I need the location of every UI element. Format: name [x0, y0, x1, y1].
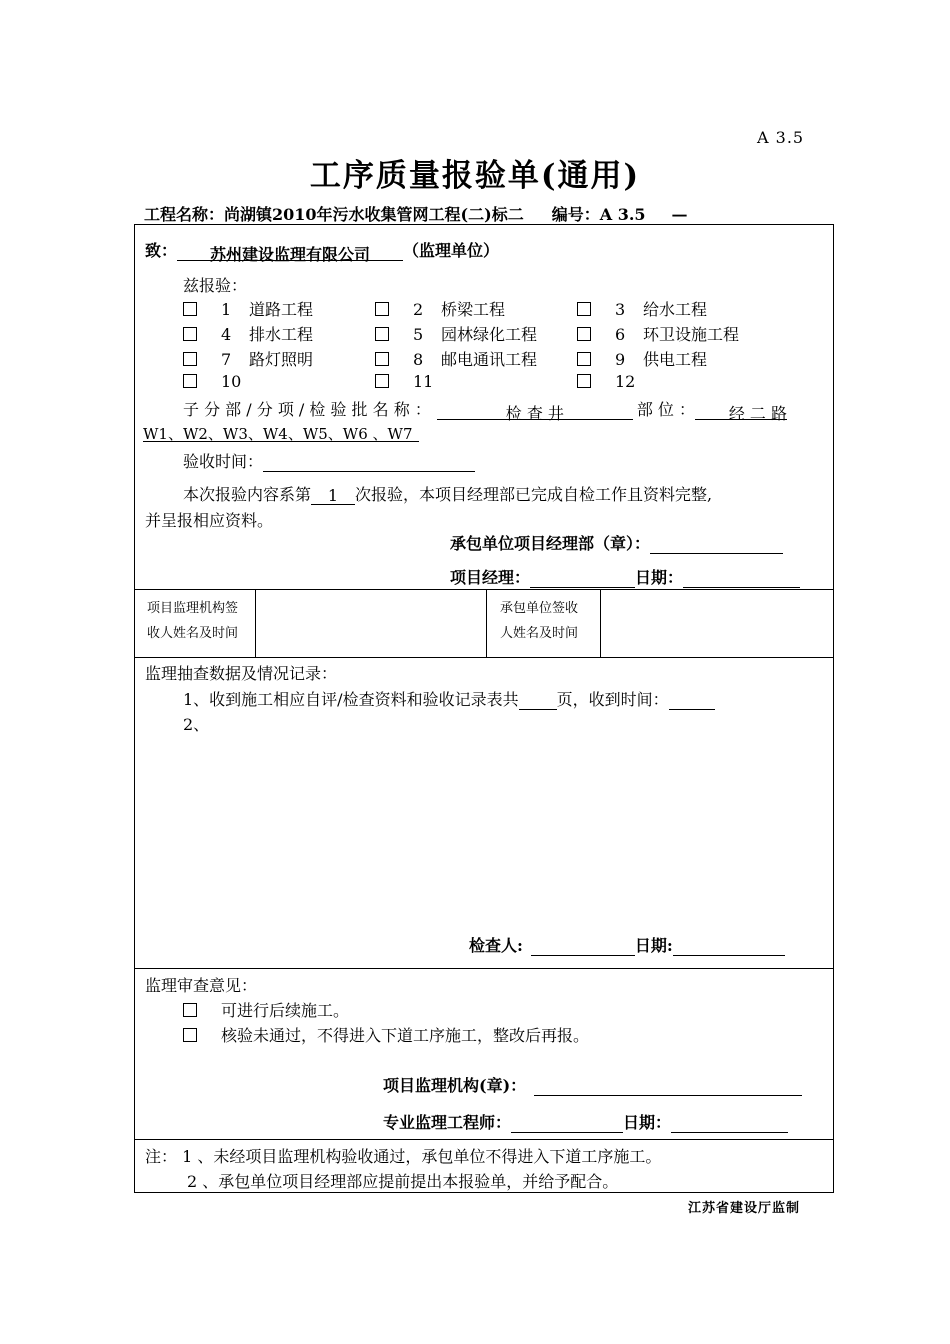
accept-time-line [183, 449, 475, 472]
report-times[interactable]: 1 [327, 486, 339, 505]
category-number: 12 [615, 372, 636, 391]
category-item[interactable] [183, 322, 313, 345]
review-option-2-label: 核验未通过，不得进入下道工序施工，整改后再报。 [221, 1026, 590, 1045]
category-item[interactable] [183, 297, 313, 320]
category-item[interactable] [577, 322, 739, 345]
category-number: 11 [413, 372, 434, 391]
supervisor-sign-field[interactable] [256, 590, 486, 657]
statement-prefix: 本次报验内容系第 [183, 485, 312, 504]
page-title: 工序质量报验单(通用) [309, 158, 641, 194]
category-item[interactable] [183, 372, 249, 391]
review-engineer-field[interactable] [511, 1114, 623, 1133]
pages-field[interactable] [519, 691, 557, 710]
contractor-dept-label: 承包单位项目经理部（章）： [450, 534, 651, 553]
divider [135, 968, 833, 969]
review-option-1-label: 可进行后续施工。 [221, 1001, 350, 1020]
category-item[interactable] [375, 347, 537, 370]
form-table [134, 224, 834, 1193]
category-item[interactable] [375, 322, 537, 345]
inspector-line [469, 933, 785, 956]
category-item[interactable] [577, 372, 643, 391]
inspection-date-label: 日期: [634, 936, 673, 955]
contractor-dept-line [450, 531, 783, 554]
pm-date-label: 日期： [635, 568, 684, 587]
footer-issuer: 江苏省建设厅监制 [687, 1201, 800, 1216]
checkbox[interactable] [375, 302, 389, 316]
review-org-label: 项目监理机构(章)： [383, 1076, 527, 1095]
category-number: 6 [615, 325, 626, 344]
checkbox[interactable] [577, 352, 591, 366]
checkbox[interactable] [183, 302, 197, 316]
supervisor-sign-label [147, 596, 238, 646]
category-name: 供电工程 [643, 350, 708, 369]
checkbox[interactable] [577, 374, 591, 388]
inspection-item1 [183, 687, 715, 710]
pm-label: 项目经理： [450, 568, 531, 587]
supervisor-sign-label-2: 收人姓名及时间 [147, 626, 239, 641]
statement-line2: 并呈报相应资料。 [145, 511, 274, 530]
category-item[interactable] [577, 347, 707, 370]
location-value-cont[interactable]: W1、W2、W3、W4、W5、W6 、W7 [143, 425, 413, 443]
review-heading: 监理审查意见： [145, 976, 258, 995]
divider [486, 589, 487, 657]
review-engineer-label: 专业监理工程师： [383, 1113, 512, 1132]
contractor-sign-label [500, 596, 578, 646]
checkbox[interactable] [375, 374, 389, 388]
category-item[interactable] [375, 372, 441, 391]
review-engineer-line [383, 1110, 788, 1133]
supervisor-company[interactable]: 苏州建设监理有限公司 [210, 245, 371, 264]
statement-line [183, 482, 712, 505]
category-number: 5 [413, 325, 424, 344]
project-line [144, 202, 688, 225]
category-item[interactable] [375, 297, 505, 320]
category-number: 10 [221, 372, 242, 391]
category-name: 邮电通讯工程 [441, 350, 538, 369]
review-option-1[interactable] [183, 998, 349, 1021]
checkbox[interactable] [183, 374, 197, 388]
category-number: 7 [221, 350, 232, 369]
review-org-line [383, 1073, 802, 1096]
supervisor-role: （监理单位） [403, 241, 500, 260]
category-number: 4 [221, 325, 232, 344]
category-item[interactable] [577, 297, 707, 320]
category-number: 8 [413, 350, 424, 369]
supervisor-sign-label-1: 项目监理机构签 [147, 601, 239, 616]
contractor-sign-label-1: 承包单位签收 [500, 601, 579, 616]
accept-time-field[interactable] [263, 453, 475, 472]
item1-mid: 页，收到时间： [556, 690, 669, 709]
divider [135, 1139, 833, 1140]
category-item[interactable] [183, 347, 313, 370]
category-name: 桥梁工程 [441, 300, 506, 319]
category-number: 3 [615, 300, 626, 319]
contractor-sign-field[interactable] [601, 590, 832, 657]
category-number: 2 [413, 300, 424, 319]
checkbox[interactable] [577, 327, 591, 341]
category-number: 9 [615, 350, 626, 369]
review-date-label: 日期： [623, 1113, 672, 1132]
sub-item-line [183, 397, 788, 423]
project-name: 尚湖镇2010年污水收集管网工程(二)标二 [224, 205, 524, 224]
checkbox[interactable] [183, 352, 197, 366]
location-cont-line [143, 423, 419, 442]
inspector-label: 检查人: [469, 936, 523, 955]
category-name: 环卫设施工程 [643, 325, 740, 344]
accept-time-label: 验收时间： [183, 452, 264, 471]
category-name: 排水工程 [249, 325, 314, 344]
note-line-1: 注： 1 、未经项目监理机构验收通过，承包单位不得进入下道工序施工。 [145, 1147, 662, 1166]
checkbox[interactable] [577, 302, 591, 316]
divider [135, 657, 833, 658]
location-value[interactable]: 经 二 路 [728, 404, 788, 423]
contractor-dept-field[interactable] [650, 535, 783, 554]
category-name: 给水工程 [643, 300, 708, 319]
contractor-sign-label-2: 人姓名及时间 [500, 626, 579, 641]
review-date-field[interactable] [671, 1114, 788, 1133]
inspector-field[interactable] [531, 937, 635, 956]
inspection-date-field[interactable] [673, 937, 785, 956]
pm-field[interactable] [530, 569, 635, 588]
review-option-2[interactable] [183, 1023, 589, 1046]
checkbox[interactable] [183, 327, 197, 341]
note-line-2: 2 、承包单位项目经理部应提前提出本报验单，并给予配合。 [187, 1172, 619, 1191]
received-time-field[interactable] [669, 691, 715, 710]
sub-item-label: 子 分 部 / 分 项 / 检 验 批 名 称 ： [183, 400, 431, 419]
item1-prefix: 1、收到施工相应自评/检查资料和验收记录表共 [183, 690, 519, 709]
number-label: 编号： [551, 205, 600, 224]
category-name: 道路工程 [249, 300, 314, 319]
location-label: 部 位 ： [636, 400, 696, 419]
statement-suffix: 次报验，本项目经理部已完成自检工作且资料完整, [355, 485, 713, 504]
form-code: A 3.5 [757, 128, 805, 147]
report-intro: 兹报验： [183, 276, 248, 295]
inspection-item2: 2、 [183, 715, 210, 734]
sub-item-value[interactable]: 检 查 井 [505, 404, 564, 423]
addressee-line [145, 238, 500, 264]
pm-date-field[interactable] [683, 569, 800, 588]
checkbox[interactable] [375, 327, 389, 341]
review-org-field[interactable] [534, 1077, 802, 1096]
checkbox[interactable] [183, 1028, 197, 1042]
category-name: 路灯照明 [249, 350, 314, 369]
category-number: 1 [221, 300, 232, 319]
checkbox[interactable] [183, 1003, 197, 1017]
number-value: A 3.5 [599, 205, 646, 224]
to-label: 致： [145, 241, 178, 260]
category-name: 园林绿化工程 [441, 325, 538, 344]
pm-line [450, 565, 800, 588]
number-suffix: — [671, 205, 688, 224]
inspection-heading: 监理抽查数据及情况记录： [145, 664, 338, 683]
checkbox[interactable] [375, 352, 389, 366]
project-label: 工程名称： [144, 205, 225, 224]
